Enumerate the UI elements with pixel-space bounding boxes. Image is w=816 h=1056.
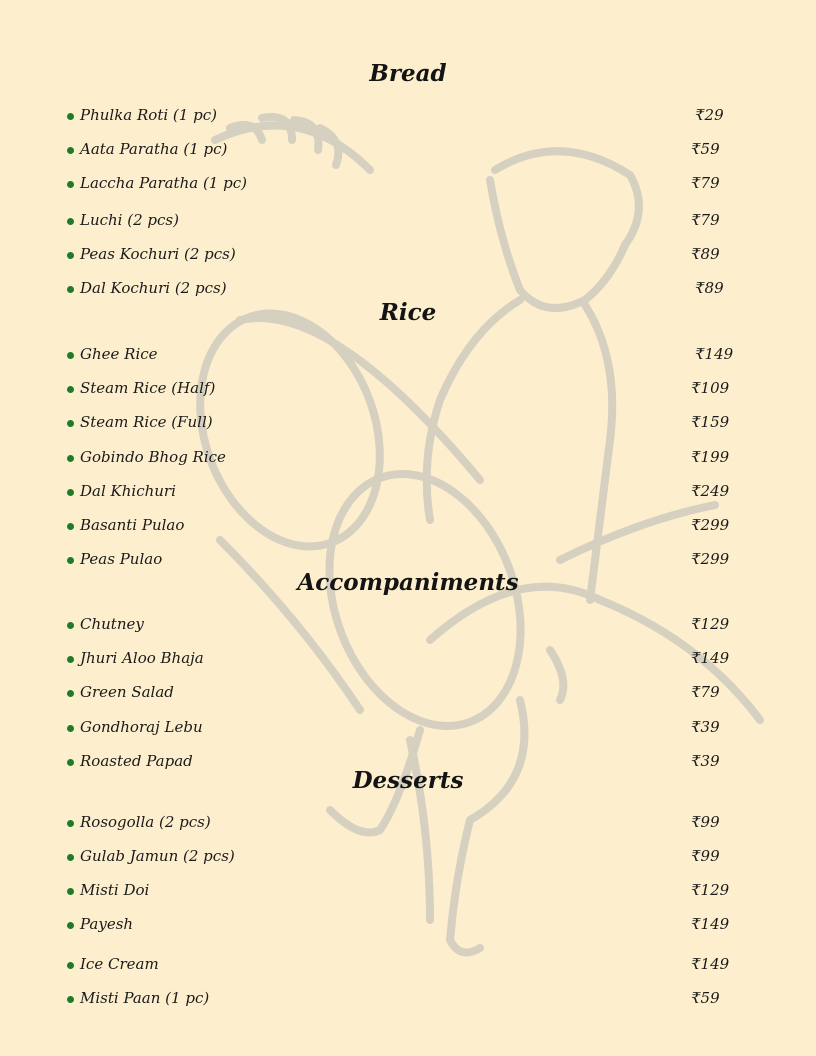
item-name: Misti Doi	[80, 881, 150, 899]
item-price: ₹109	[691, 379, 730, 397]
bullet-icon	[67, 996, 74, 1003]
item-name: Phulka Roti (1 pc)	[80, 106, 217, 124]
menu-item-chutney	[67, 613, 747, 635]
bullet-icon	[67, 962, 74, 969]
item-price: ₹79	[691, 174, 720, 192]
menu-item-laccha-paratha	[67, 172, 747, 194]
item-price: ₹199	[691, 448, 730, 466]
item-name: Aata Paratha (1 pc)	[80, 140, 228, 158]
item-name: Green Salad	[80, 683, 174, 701]
bullet-icon	[67, 455, 74, 462]
bullet-icon	[67, 113, 74, 120]
item-name: Ghee Rice	[80, 345, 158, 363]
item-name: Gondhoraj Lebu	[80, 718, 203, 736]
item-price: ₹249	[691, 482, 730, 500]
item-name: Gobindo Bhog Rice	[80, 448, 226, 466]
item-name: Ice Cream	[80, 955, 159, 973]
menu-item-dal-kochuri	[67, 277, 747, 299]
menu-item-steam-rice-full	[67, 411, 747, 433]
menu-item-luchi	[67, 209, 747, 231]
item-price: ₹89	[695, 279, 724, 297]
bullet-icon	[67, 690, 74, 697]
item-price: ₹129	[691, 615, 730, 633]
item-name: Jhuri Aloo Bhaja	[80, 649, 204, 667]
menu-item-aata-paratha	[67, 138, 747, 160]
menu-item-ice-cream	[67, 953, 747, 975]
section-heading-bread: Bread	[369, 60, 447, 87]
item-price: ₹99	[691, 813, 720, 831]
item-name: Misti Paan (1 pc)	[80, 989, 210, 1007]
item-name: Dal Khichuri	[80, 482, 176, 500]
item-price: ₹79	[691, 683, 720, 701]
item-name: Roasted Papad	[80, 752, 193, 770]
item-price: ₹149	[691, 955, 730, 973]
bullet-icon	[67, 181, 74, 188]
menu-item-gondhoraj-lebu	[67, 716, 747, 738]
menu-item-green-salad	[67, 681, 747, 703]
item-price: ₹99	[691, 847, 720, 865]
item-name: Steam Rice (Half)	[80, 379, 216, 397]
section-heading-accompaniments: Accompaniments	[297, 569, 519, 596]
section-heading-rice: Rice	[379, 299, 437, 326]
menu-item-basanti-pulao	[67, 514, 747, 536]
item-price: ₹29	[695, 106, 724, 124]
item-price: ₹149	[695, 345, 734, 363]
item-name: Luchi (2 pcs)	[80, 211, 179, 229]
item-name: Peas Kochuri (2 pcs)	[80, 245, 236, 263]
menu-item-rosogolla	[67, 811, 747, 833]
item-price: ₹89	[691, 245, 720, 263]
bullet-icon	[67, 286, 74, 293]
bullet-icon	[67, 489, 74, 496]
bullet-icon	[67, 147, 74, 154]
bullet-icon	[67, 820, 74, 827]
menu-item-gobindo-bhog-rice	[67, 446, 747, 468]
menu-item-phulka-roti	[67, 104, 747, 126]
menu-item-misti-paan	[67, 987, 747, 1009]
menu-item-steam-rice-half	[67, 377, 747, 399]
item-name: Dal Kochuri (2 pcs)	[80, 279, 227, 297]
bullet-icon	[67, 352, 74, 359]
bullet-icon	[67, 725, 74, 732]
bullet-icon	[67, 888, 74, 895]
item-name: Laccha Paratha (1 pc)	[80, 174, 247, 192]
item-price: ₹39	[691, 718, 720, 736]
bullet-icon	[67, 557, 74, 564]
bullet-icon	[67, 922, 74, 929]
item-price: ₹149	[691, 915, 730, 933]
bullet-icon	[67, 622, 74, 629]
menu-item-jhuri-aloo-bhaja	[67, 647, 747, 669]
menu-item-payesh	[67, 913, 747, 935]
bullet-icon	[67, 854, 74, 861]
item-price: ₹59	[691, 989, 720, 1007]
item-price: ₹299	[691, 550, 730, 568]
bullet-icon	[67, 252, 74, 259]
menu-item-peas-kochuri	[67, 243, 747, 265]
section-heading-desserts: Desserts	[352, 767, 464, 794]
menu-item-gulab-jamun	[67, 845, 747, 867]
item-price: ₹159	[691, 413, 730, 431]
item-price: ₹299	[691, 516, 730, 534]
bullet-icon	[67, 420, 74, 427]
menu-item-ghee-rice	[67, 343, 747, 365]
menu-item-misti-doi	[67, 879, 747, 901]
bullet-icon	[67, 759, 74, 766]
item-name: Chutney	[80, 615, 144, 633]
item-name: Gulab Jamun (2 pcs)	[80, 847, 235, 865]
item-name: Basanti Pulao	[80, 516, 185, 534]
item-name: Payesh	[80, 915, 134, 933]
item-price: ₹59	[691, 140, 720, 158]
menu-item-peas-pulao	[67, 548, 747, 570]
bullet-icon	[67, 218, 74, 225]
item-price: ₹39	[691, 752, 720, 770]
item-price: ₹79	[691, 211, 720, 229]
bullet-icon	[67, 523, 74, 530]
item-price: ₹149	[691, 649, 730, 667]
item-name: Rosogolla (2 pcs)	[80, 813, 211, 831]
item-name: Peas Pulao	[80, 550, 163, 568]
item-name: Steam Rice (Full)	[80, 413, 213, 431]
bullet-icon	[67, 386, 74, 393]
item-price: ₹129	[691, 881, 730, 899]
bullet-icon	[67, 656, 74, 663]
menu-item-dal-khichuri	[67, 480, 747, 502]
